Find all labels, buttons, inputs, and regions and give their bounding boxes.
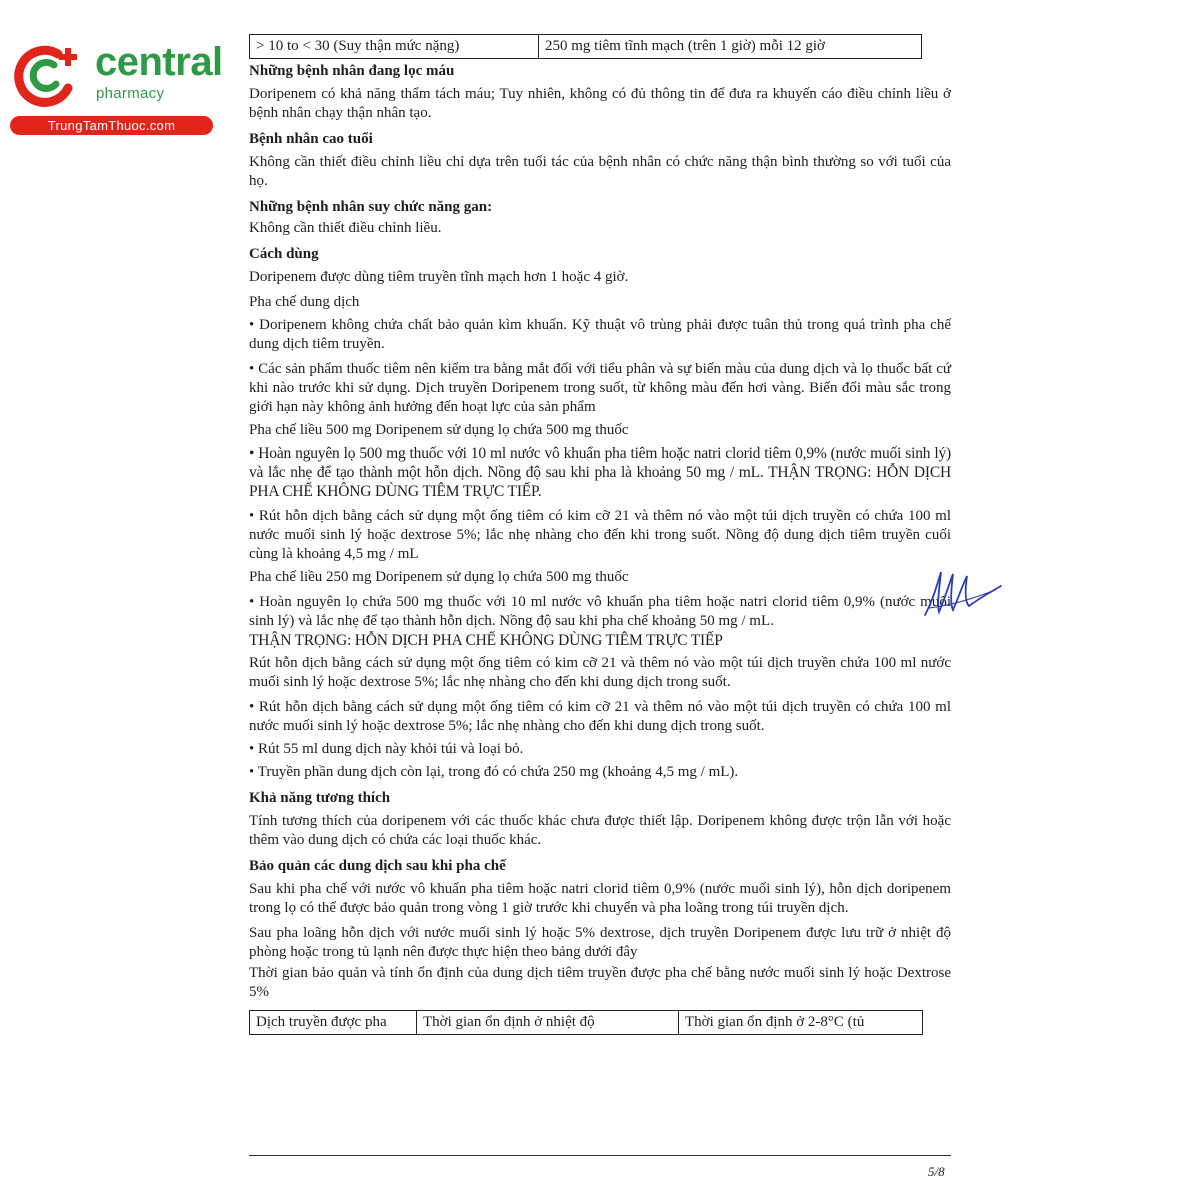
section-heading-storage: Bảo quản các dung dịch sau khi pha chế xyxy=(249,858,506,874)
central-pharmacy-logo xyxy=(8,38,223,138)
page-number: 5/8 xyxy=(928,1164,945,1179)
section-heading-dialysis: Những bệnh nhân đang lọc máu xyxy=(249,63,455,79)
table-cell: > 10 to < 30 (Suy thận mức nặng) xyxy=(250,35,539,59)
table-row xyxy=(250,35,922,59)
paragraph: Tính tương thích của doripenem với các thuốc khác chưa được thiết lập. Doripenem không được trộn lẫn với hoặc thêm vào dung dịch có chứa các loại thuốc khác. xyxy=(249,813,951,848)
paragraph: Thời gian bảo quản và tính ổn định của dung dịch tiêm truyền được pha chế bằng nước muối sinh lý hoặc Dextrose 5% xyxy=(249,965,951,1000)
logo-site-text: TrungTamThuoc.com xyxy=(10,116,213,135)
subsection-title: Pha chế dung dịch xyxy=(249,294,360,310)
section-heading-hepatic: Những bệnh nhân suy chức năng gan: xyxy=(249,199,493,215)
logo-sub-text: pharmacy xyxy=(96,85,165,102)
paragraph: Không cần thiết điều chỉnh liều. xyxy=(249,220,442,236)
section-heading-compatibility: Khả năng tương thích xyxy=(249,790,391,806)
subsection-title: Pha chế liều 250 mg Doripenem sử dụng lọ chứa 500 mg thuốc xyxy=(249,569,629,585)
table-header-cell: Dịch truyền được pha xyxy=(250,1011,417,1035)
paragraph: Sau pha loãng hỗn dịch với nước muối sinh lý hoặc 5% dextrose, dịch truyền Doripenem được lưu trữ ở nhiệt độ phòng hoặc trong tủ lạnh nên được thực hiện theo bảng dưới đây xyxy=(249,925,951,960)
paragraph: Doripenem có khả năng thẩm tách máu; Tuy nhiên, không có đủ thông tin để đưa ra khuyến cáo điều chỉnh liều ở bệnh nhân chạy thận nhân tạo. xyxy=(249,86,951,121)
section-heading-elderly: Bệnh nhân cao tuổi xyxy=(249,131,373,147)
bullet-paragraph: • Rút 55 ml dung dịch này khỏi túi và loại bỏ. xyxy=(249,741,524,757)
table-header-cell: Thời gian ổn định ở nhiệt độ xyxy=(417,1011,679,1035)
paragraph: Rút hỗn dịch bằng cách sử dụng một ống tiêm có kim cỡ 21 và thêm nó vào một túi dịch truyền chứa 100 ml nước muối sinh lý hoặc dextrose 5%; lắc nhẹ nhàng cho đến khi dung dịch trong suốt. xyxy=(249,655,951,690)
logo-brand-text: central xyxy=(95,40,223,84)
pharmacy-cross-logo-icon xyxy=(10,40,82,112)
table-header-cell: Thời gian ổn định ở 2-8°C (tủ xyxy=(679,1011,923,1035)
bullet-paragraph: • Doripenem không chứa chất bảo quản kìm khuẩn. Kỹ thuật vô trùng phải được tuân thủ trong quá trình pha chế dung dịch tiêm truyền. xyxy=(249,317,951,352)
signature-icon xyxy=(915,560,1005,620)
bullet-paragraph: • Hoàn nguyên lọ chứa 500 mg thuốc với 10 ml nước vô khuẩn pha tiêm hoặc natri clorid tiêm 0,9% (nước muối sinh lý) và lắc nhẹ để tạo thành hỗn dịch. Nồng độ sau khi pha chế khoảng 50 mg / mL. xyxy=(249,594,951,629)
subsection-title: Pha chế liều 500 mg Doripenem sử dụng lọ chứa 500 mg thuốc xyxy=(249,422,629,438)
table-header-row xyxy=(250,1011,923,1035)
bullet-paragraph: • Các sản phẩm thuốc tiêm nên kiểm tra bằng mắt đối với tiểu phân và sự biến màu của dung dịch và lọ thuốc bất cứ khi nào trước khi sử dụng. Dịch truyền Doripenem trong suốt, từ không màu đến hơi vàng. Biến đổi màu sắc trong giới hạn này không ảnh hưởng đến hoạt lực của sản phẩm xyxy=(249,361,951,415)
section-heading-usage: Cách dùng xyxy=(249,246,319,262)
paragraph: Sau khi pha chế với nước vô khuẩn pha tiêm hoặc natri clorid tiêm 0,9% (nước muối sinh lý), hỗn dịch doripenem trong lọ có thể được bảo quản trong vòng 1 giờ trước khi chuyển và pha loãng trong túi truyền dịch. xyxy=(249,881,951,916)
footer-divider xyxy=(249,1155,951,1156)
paragraph: Doripenem được dùng tiêm truyền tĩnh mạch hơn 1 hoặc 4 giờ. xyxy=(249,269,629,285)
bullet-paragraph: • Hoàn nguyên lọ 500 mg thuốc với 10 ml nước vô khuẩn pha tiêm hoặc natri clorid tiêm 0,9% (nước muối sinh lý) và lắc nhẹ để tạo thành một hỗn dịch. Nồng độ sau khi pha là khoảng 50 mg / mL. THẬN TRỌNG: HỖN DỊCH PHA CHẾ KHÔNG DÙNG TIÊM TRỰC TIẾP. xyxy=(249,445,951,500)
bullet-paragraph: • Rút hỗn dịch bằng cách sử dụng một ống tiêm có kim cỡ 21 và thêm nó vào một túi dịch truyền có chứa 100 ml nước muối sinh lý hoặc dextrose 5%; lắc nhẹ nhàng cho đến khi trong suốt. Nồng độ dung dịch tiêm truyền cuối cùng là khoảng 4,5 mg / mL xyxy=(249,508,951,562)
bullet-paragraph: • Truyền phần dung dịch còn lại, trong đó có chứa 250 mg (khoảng 4,5 mg / mL). xyxy=(249,764,739,780)
document-page xyxy=(249,34,951,1035)
renal-dose-table xyxy=(249,34,922,59)
paragraph: Không cần thiết điều chỉnh liều chỉ dựa trên tuổi tác của bệnh nhân có chức năng thận bình thường so với tuổi của họ. xyxy=(249,154,951,189)
table-cell: 250 mg tiêm tĩnh mạch (trên 1 giờ) mỗi 12 giờ xyxy=(539,35,922,59)
stability-table xyxy=(249,1010,923,1035)
caution-line: THẬN TRỌNG: HỖN DỊCH PHA CHẾ KHÔNG DÙNG TIÊM TRỰC TIẾP xyxy=(249,632,723,649)
bullet-paragraph: • Rút hỗn dịch bằng cách sử dụng một ống tiêm có kim cỡ 21 và thêm nó vào một túi dịch truyền có chứa 100 ml nước muối sinh lý hoặc dextrose 5%; lắc nhẹ nhàng cho đến khi dung dịch trong suốt. xyxy=(249,699,951,734)
